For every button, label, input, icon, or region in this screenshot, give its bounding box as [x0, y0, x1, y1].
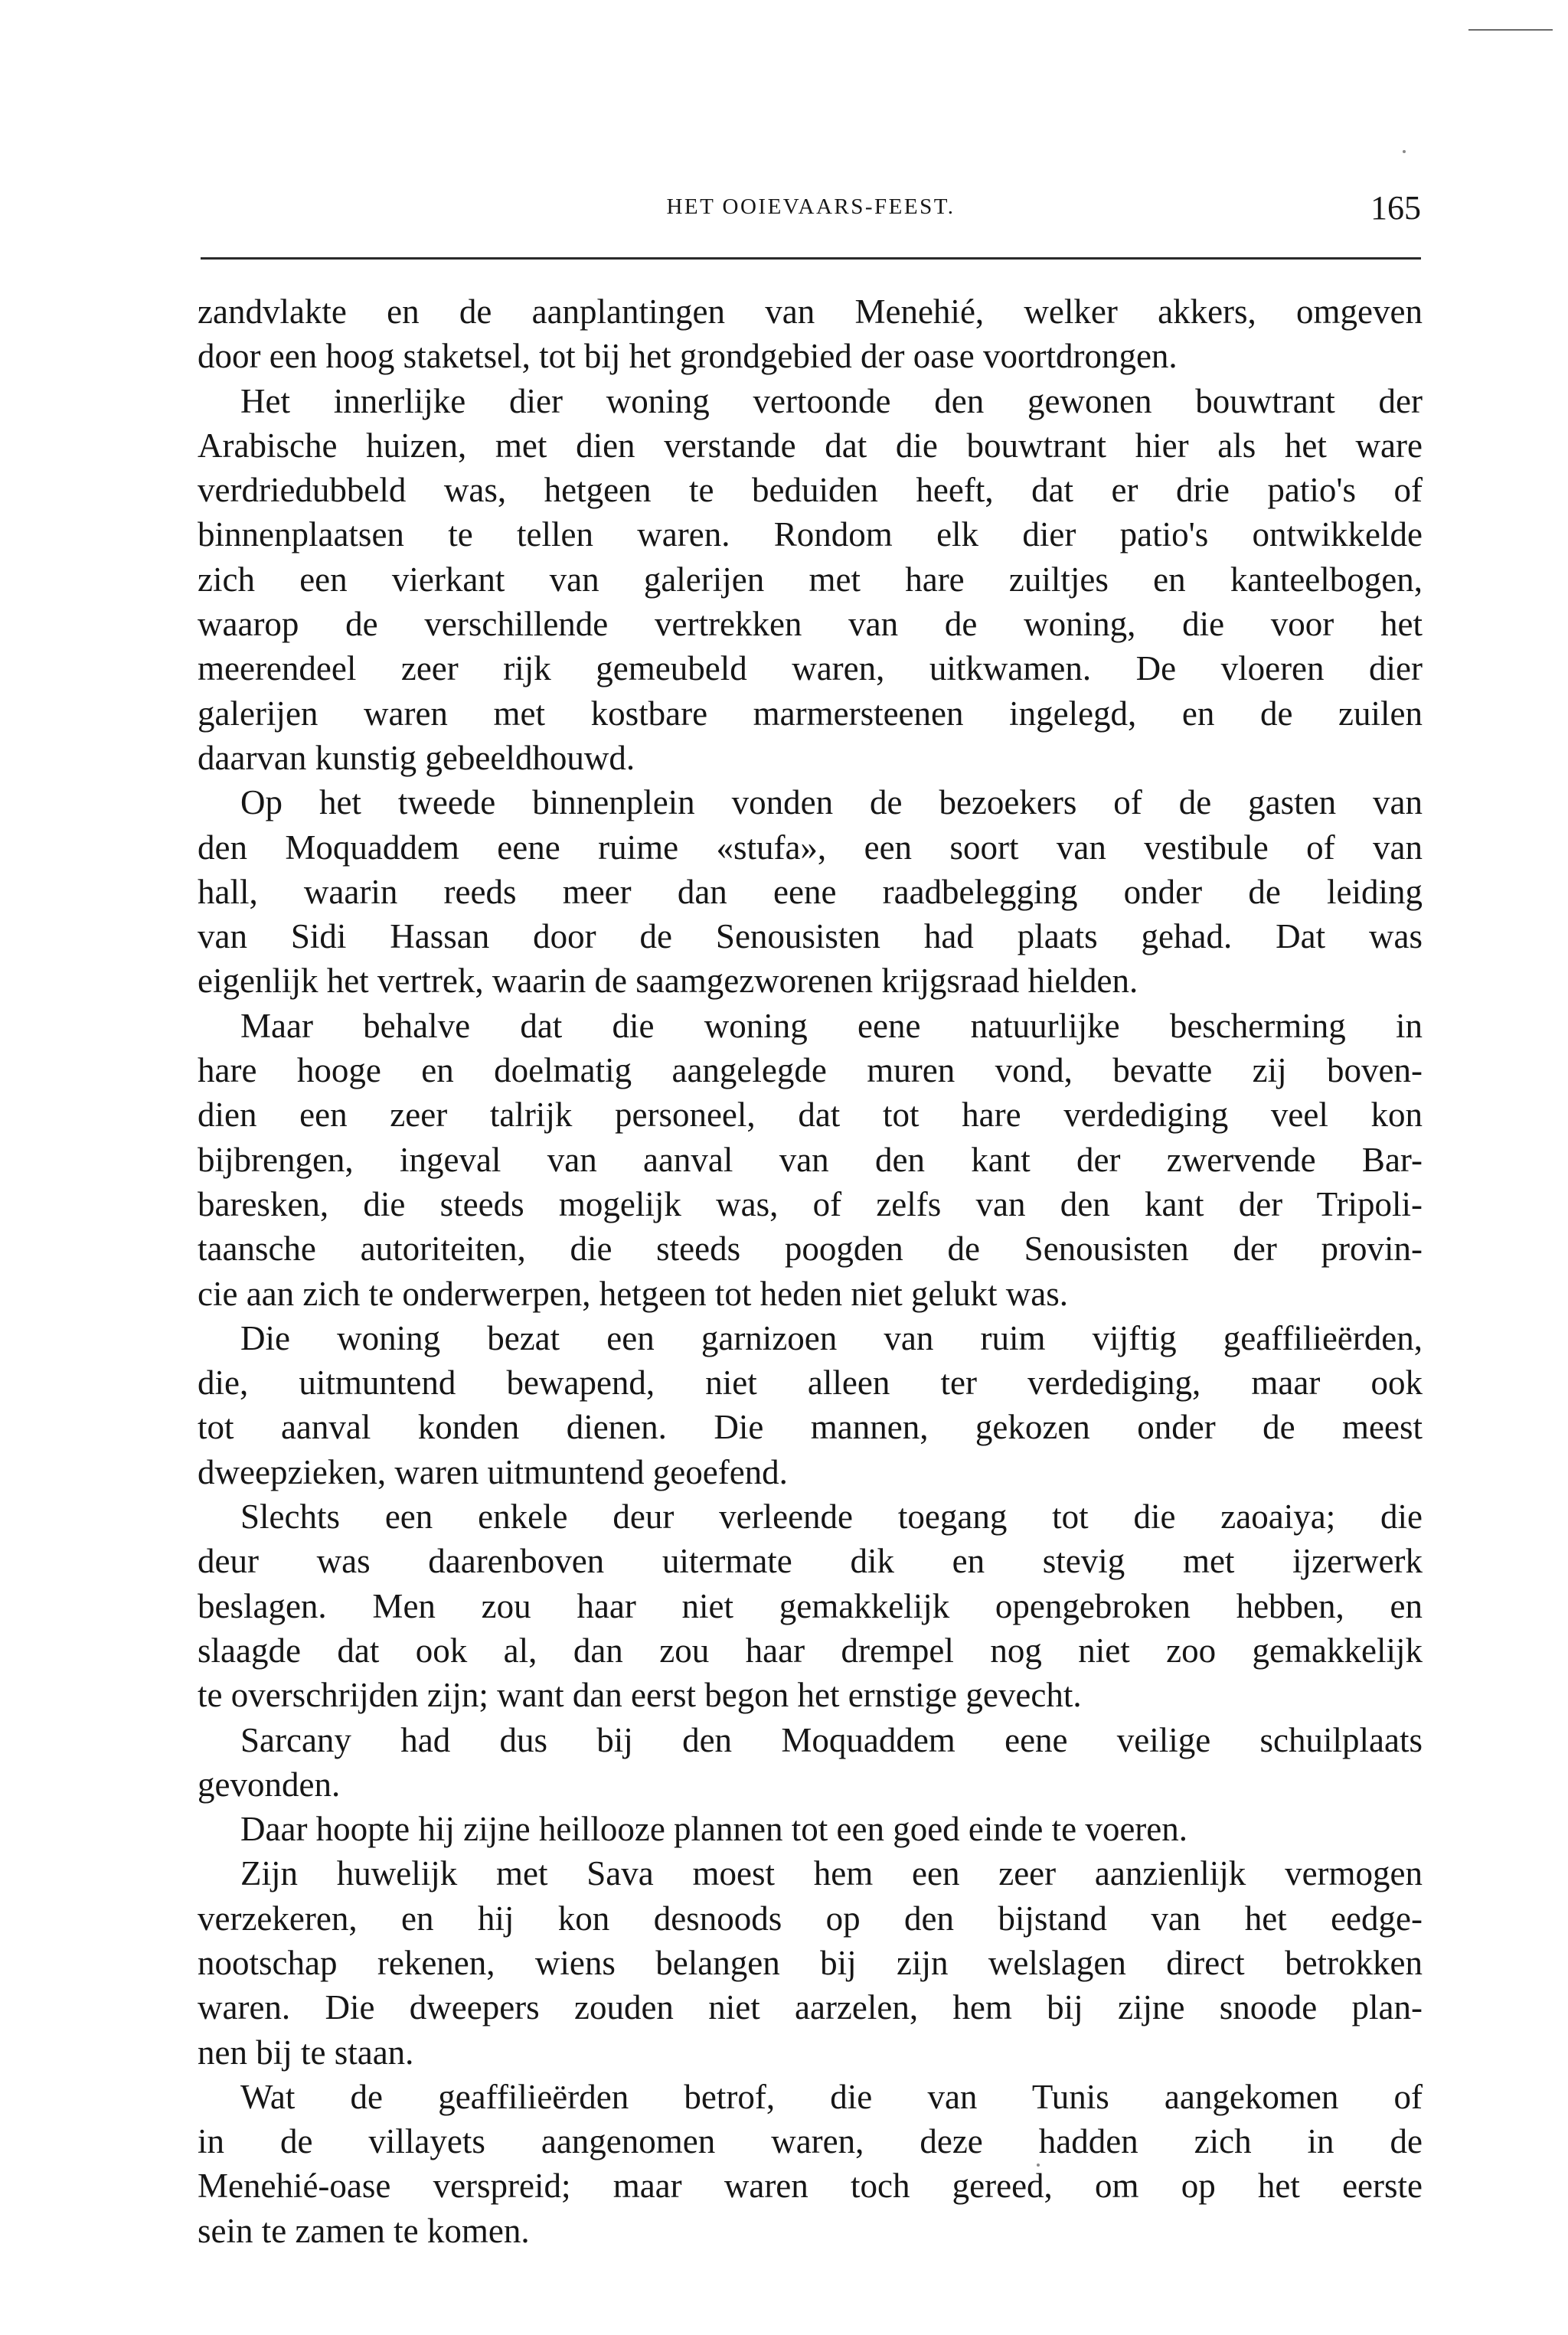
header-rule	[201, 257, 1421, 260]
text-line: Arabische huizen, met dien verstande dat die bouwtrant hier als het ware	[198, 426, 1423, 465]
text-line: Sarcany had dus bij den Moquaddem eene veilige schuilplaats	[240, 1720, 1423, 1759]
text-line: galerijen waren met kostbare marmersteenen ingelegd, en de zuilen	[198, 694, 1423, 733]
text-line: verdriedubbeld was, hetgeen te beduiden heeft, dat er drie patio's of	[198, 471, 1423, 510]
text-line: hall, waarin reeds meer dan eene raadbelegging onder de leiding	[198, 872, 1423, 911]
text-line: Op het tweede binnenplein vonden de bezoekers of de gasten van	[240, 783, 1423, 822]
text-line: Wat de geaffilieërden betrof, die van Tunis aangekomen of	[240, 2077, 1423, 2116]
text-line: Menehié-oase verspreid; maar waren toch gereed, om op het eerste	[198, 2167, 1423, 2206]
text-line: tot aanval konden dienen. Die mannen, gekozen onder de meest	[198, 1408, 1423, 1447]
text-line: gevonden.	[198, 1765, 341, 1804]
page-number: 165	[1370, 189, 1421, 227]
text-line: Die woning bezat een garnizoen van ruim vijftig geaffilieërden,	[240, 1318, 1423, 1357]
text-line: bijbrengen, ingeval van aanval van den kant der zwervende Bar-	[198, 1140, 1423, 1179]
text-line: Maar behalve dat die woning eene natuurlijke bescherming in	[240, 1006, 1423, 1045]
text-line: hare hooge en doelmatig aangelegde muren vond, bevatte zij boven-	[198, 1051, 1423, 1090]
text-line: meerendeel zeer rijk gemeubeld waren, uitkwamen. De vloeren dier	[198, 649, 1423, 688]
text-line: baresken, die steeds mogelijk was, of zelfs van den kant der Tripoli-	[198, 1184, 1423, 1223]
text-line: dien een zeer talrijk personeel, dat tot hare verdediging veel kon	[198, 1096, 1423, 1135]
text-line: in de villayets aangenomen waren, deze hadden zich in de	[198, 2122, 1423, 2161]
text-line: nootschap rekenen, wiens belangen bij zijn welslagen direct betrokken	[198, 1943, 1423, 1982]
text-line: cie aan zich te onderwerpen, hetgeen tot heden niet gelukt was.	[198, 1274, 1069, 1313]
text-line: binnenplaatsen te tellen waren. Rondom elk dier patio's ontwikkelde	[198, 515, 1423, 554]
text-line: van Sidi Hassan door de Senousisten had plaats gehad. Dat was	[198, 917, 1423, 956]
text-line: Daar hoopte hij zijne heillooze plannen tot een goed einde te voeren.	[240, 1810, 1188, 1849]
text-line: zandvlakte en de aanplantingen van Menehié, welker akkers, omgeven	[198, 292, 1423, 331]
text-line: waarop de verschillende vertrekken van de woning, die voor het	[198, 605, 1423, 644]
text-line: door een hoog staketsel, tot bij het grondgebied der oase voortdrongen.	[198, 337, 1178, 376]
text-line: daarvan kunstig gebeeldhouwd.	[198, 738, 635, 777]
text-line: zich een vierkant van galerijen met hare zuiltjes en kanteelbogen,	[198, 560, 1423, 599]
running-head	[201, 188, 1421, 234]
text-line: verzekeren, en hij kon desnoods op den bijstand van het eedge-	[198, 1899, 1423, 1938]
scan-speck	[1037, 2164, 1040, 2167]
text-line: te overschrijden zijn; want dan eerst begon het ernstige gevecht.	[198, 1676, 1082, 1715]
text-line: Het innerlijke dier woning vertoonde den gewonen bouwtrant der	[240, 381, 1423, 420]
running-title: HET OOIEVAARS-FEEST.	[666, 194, 956, 219]
text-line: Zijn huwelijk met Sava moest hem een zeer aanzienlijk vermogen	[240, 1854, 1423, 1893]
body-text	[198, 289, 1423, 2253]
text-line: sein te zamen te komen.	[198, 2211, 530, 2250]
text-line: nen bij te staan.	[198, 2033, 414, 2072]
scan-speck	[1403, 150, 1406, 153]
text-line: eigenlijk het vertrek, waarin de saamgezworenen krijgsraad hielden.	[198, 962, 1138, 1001]
text-line: slaagde dat ook al, dan zou haar drempel nog niet zoo gemakkelijk	[198, 1631, 1423, 1670]
text-line: dweepzieken, waren uitmuntend geoefend.	[198, 1452, 788, 1491]
text-line: taansche autoriteiten, die steeds poogden de Senousisten der provin-	[198, 1230, 1423, 1269]
text-line: beslagen. Men zou haar niet gemakkelijk opengebroken hebben, en	[198, 1586, 1423, 1625]
text-line: die, uitmuntend bewapend, niet alleen ter verdediging, maar ook	[198, 1363, 1423, 1403]
text-line: waren. Die dweepers zouden niet aarzelen, hem bij zijne snoode plan-	[198, 1988, 1423, 2027]
text-line: den Moquaddem eene ruime «stufa», een soort van vestibule of van	[198, 828, 1423, 867]
text-line: Slechts een enkele deur verleende toegang tot die zaoaiya; die	[240, 1497, 1423, 1537]
text-line: deur was daarenboven uitermate dik en stevig met ijzerwerk	[198, 1542, 1423, 1581]
scan-edge-mark	[1468, 29, 1553, 31]
